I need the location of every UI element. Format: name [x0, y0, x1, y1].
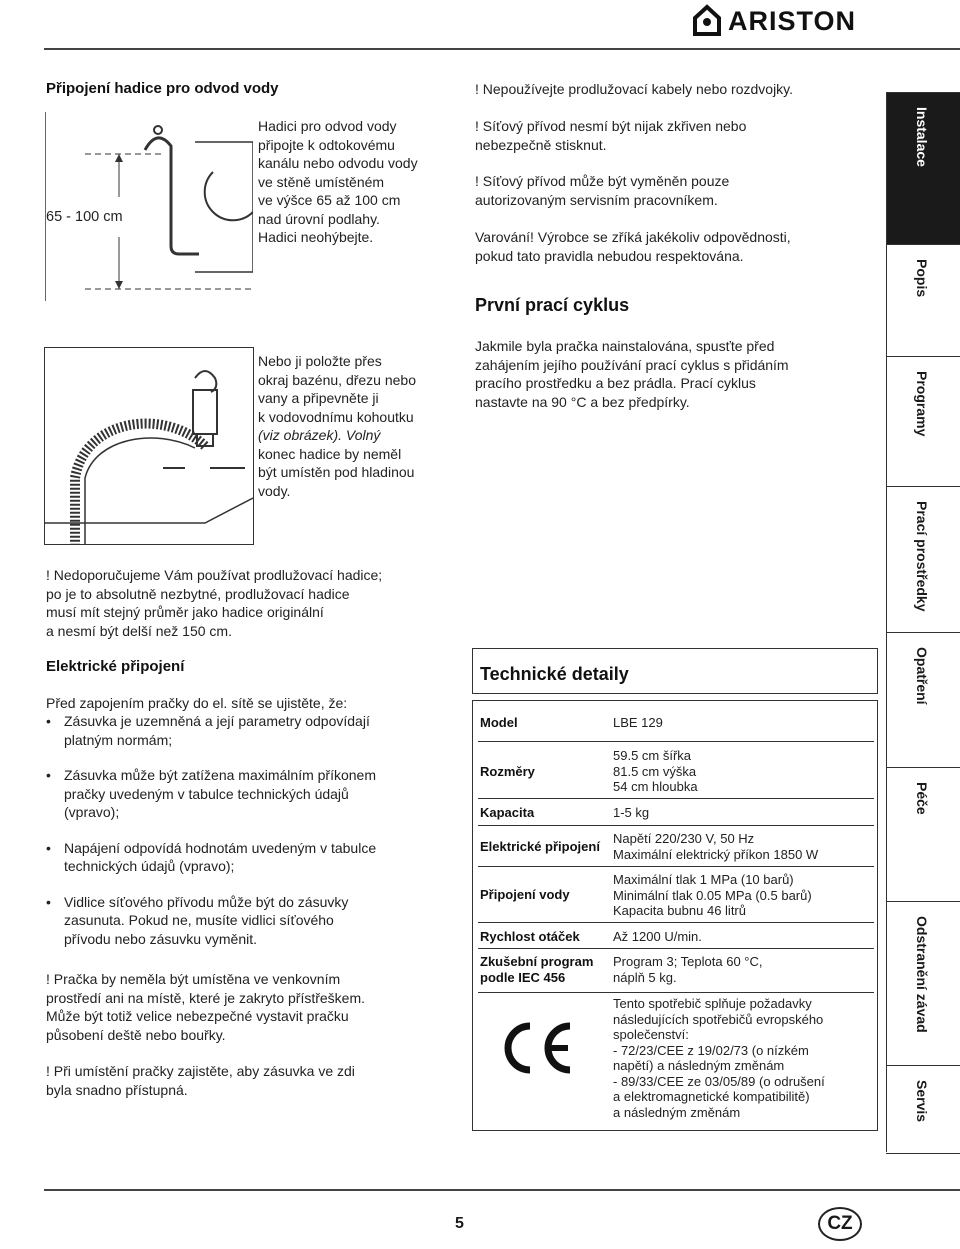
- tab-label: Odstranění závad: [914, 916, 930, 1033]
- sink-instructions: Nebo ji položte přes okraj bazénu, dřezu nebo vany a připevněte ji k vodovodnímu kohoutku (viz obrázek). Volný konec hadice by neměl být umístěn pod hladinou vody.: [258, 353, 416, 499]
- tab-popis[interactable]: [886, 244, 960, 357]
- electric-intro: Před zapojením pračky do el. sítě se ujistěte, že:: [46, 695, 348, 711]
- country-badge: CZ: [818, 1207, 862, 1241]
- brand-name: ARISTON: [728, 6, 857, 36]
- outdoor-warning: ! Pračka by neměla být umístěna ve venkovním prostředí ani na místě, které je zakryto přístřeškem. Může být totiž velice nebezpečné vystavit pračku působení deště nebo bouřky.: [46, 971, 366, 1043]
- drain-height-label: 65 - 100 cm: [46, 209, 123, 225]
- tab-label: Opatření: [914, 647, 930, 705]
- cord-replace-warning: ! Síťový přívod může být vyměněn pouze autorizovaným servisním pracovníkem.: [475, 173, 730, 208]
- spec-label-electric: Elektrické připojení: [480, 839, 600, 854]
- socket-access-warning: ! Při umístění pračky zajistěte, aby zásuvka ve zdi byla snadno přístupná.: [46, 1063, 355, 1098]
- tab-label: Servis: [914, 1080, 930, 1123]
- tab-instalace[interactable]: [886, 92, 960, 245]
- list-item: • Napájení odpovídá hodnotám uvedeným v tabulce technických údajů (vpravo);: [46, 839, 377, 874]
- tab-odstraneni-zavad[interactable]: [886, 901, 960, 1066]
- footer-rule: [44, 1189, 960, 1191]
- drain-figure-wall: [44, 111, 254, 302]
- tech-table-title: Technické detaily: [480, 664, 629, 684]
- electric-bullet-list: [46, 712, 376, 948]
- drain-figure-sink: [44, 347, 254, 545]
- tab-praci-prostredky[interactable]: [886, 486, 960, 633]
- spec-label-test-program: Zkušební program podle IEC 456: [480, 954, 594, 985]
- spec-value-electric: Napětí 220/230 V, 50 Hz Maximální elektrický příkon 1850 W: [613, 831, 819, 862]
- tab-label: Popis: [914, 259, 930, 298]
- bullet-icon: •: [46, 767, 51, 783]
- table-row-divider: [478, 922, 874, 923]
- spec-value-model: LBE 129: [613, 715, 663, 730]
- section-title-electric: Elektrické připojení: [46, 658, 185, 675]
- tab-label: Programy: [914, 371, 930, 437]
- tabs-border: [886, 92, 887, 1152]
- section-title-drain: Připojení hadice pro odvod vody: [46, 80, 279, 97]
- table-row-divider: [478, 948, 874, 949]
- drain-wall-illustration: [45, 112, 253, 301]
- header-rule: [44, 48, 960, 50]
- spec-value-water: Maximální tlak 1 MPa (10 barů) Minimální tlak 0.05 MPa (0.5 barů) Kapacita bubnu 46 litrů: [613, 872, 812, 918]
- table-row-divider: [478, 992, 874, 993]
- spec-value-dimensions: 59.5 cm šířka 81.5 cm výška 54 cm hloubka: [613, 748, 698, 794]
- spec-value-spin: Až 1200 U/min.: [613, 929, 702, 944]
- liability-warning: Varování! Výrobce se zříká jakékoliv odpovědnosti, pokud tato pravidla nebudou respektována.: [475, 229, 791, 264]
- table-row-divider: [478, 741, 874, 742]
- first-cycle-text: Jakmile byla pračka nainstalována, spusťte před zahájením jejího používání prací cyklus s přidáním pracího prostředku a bez prádla. Prací cyklus nastavte na 90 °C a bez předpírky.: [475, 338, 789, 410]
- tab-pece[interactable]: [886, 767, 960, 902]
- table-row-divider: [478, 825, 874, 826]
- extension-cable-warning: ! Nepoužívejte prodlužovací kabely nebo rozdvojky.: [475, 81, 794, 97]
- spec-value-capacity: 1-5 kg: [613, 805, 650, 820]
- spec-label-water: Připojení vody: [480, 887, 570, 902]
- cord-crush-warning: ! Síťový přívod nesmí být nijak zkřiven nebo nebezpečně stisknut.: [475, 118, 747, 153]
- drain-instructions: Hadici pro odvod vody připojte k odtokovému kanálu nebo odvodu vody ve stěně umístěném ve výšce 65 až 100 cm nad úrovní podlahy. Hadici neohýbejte.: [258, 118, 418, 245]
- bullet-icon: •: [46, 713, 51, 729]
- list-item: • Zásuvka může být zatížena maximálním příkonem pračky uvedeným v tabulce technických údajů (vpravo);: [46, 767, 377, 820]
- tab-programy[interactable]: [886, 356, 960, 487]
- list-item: • Vidlice síťového přívodu může být do zásuvky zasunuta. Pokud ne, musíte vidlici síťového přívodu nebo zásuvku vyměnit.: [46, 893, 349, 947]
- section-tabs: [886, 92, 960, 1152]
- extension-hose-warning: ! Nedoporučujeme Vám používat prodlužovací hadice; po je to absolutně nezbytné, prodlužovací hadice musí mít stejný průměr jako hadice originální a nesmí být delší než 150 cm.: [46, 567, 383, 639]
- spec-value-test-program: Program 3; Teplota 60 °C, náplň 5 kg.: [613, 954, 763, 985]
- tab-label: Instalace: [914, 107, 930, 167]
- spec-label-capacity: Kapacita: [480, 805, 535, 820]
- list-item: • Zásuvka je uzemněná a její parametry odpovídají platným normám;: [46, 713, 370, 748]
- ce-mark-icon: [494, 1020, 576, 1076]
- tab-label: Péče: [914, 782, 930, 815]
- ce-compliance-text: Tento spotřebič splňuje požadavky následujících spotřebičů evropského společenství: - 72/23/CEE z 19/02/73 (o nízkém napětí) a následným změnám - 89/33/CEE ze 03/05/89 (o odrušení a elektromagnetické kompatibilitě) a následným změnám: [613, 996, 825, 1120]
- house-logo-icon: [692, 4, 722, 36]
- spec-label-dimensions: Rozměry: [480, 764, 535, 779]
- bullet-icon: •: [46, 839, 51, 856]
- table-row-divider: [478, 798, 874, 799]
- bullet-icon: •: [46, 893, 51, 910]
- tab-opatreni[interactable]: [886, 632, 960, 768]
- sink-hose-illustration: [45, 348, 253, 544]
- spec-label-model: Model: [480, 715, 518, 730]
- page-number: 5: [455, 1215, 464, 1232]
- tab-servis[interactable]: [886, 1065, 960, 1154]
- spec-label-spin: Rychlost otáček: [480, 929, 580, 944]
- table-row-divider: [478, 866, 874, 867]
- section-title-first-cycle: První prací cyklus: [475, 295, 630, 315]
- tab-label: Prací prostředky: [914, 501, 930, 612]
